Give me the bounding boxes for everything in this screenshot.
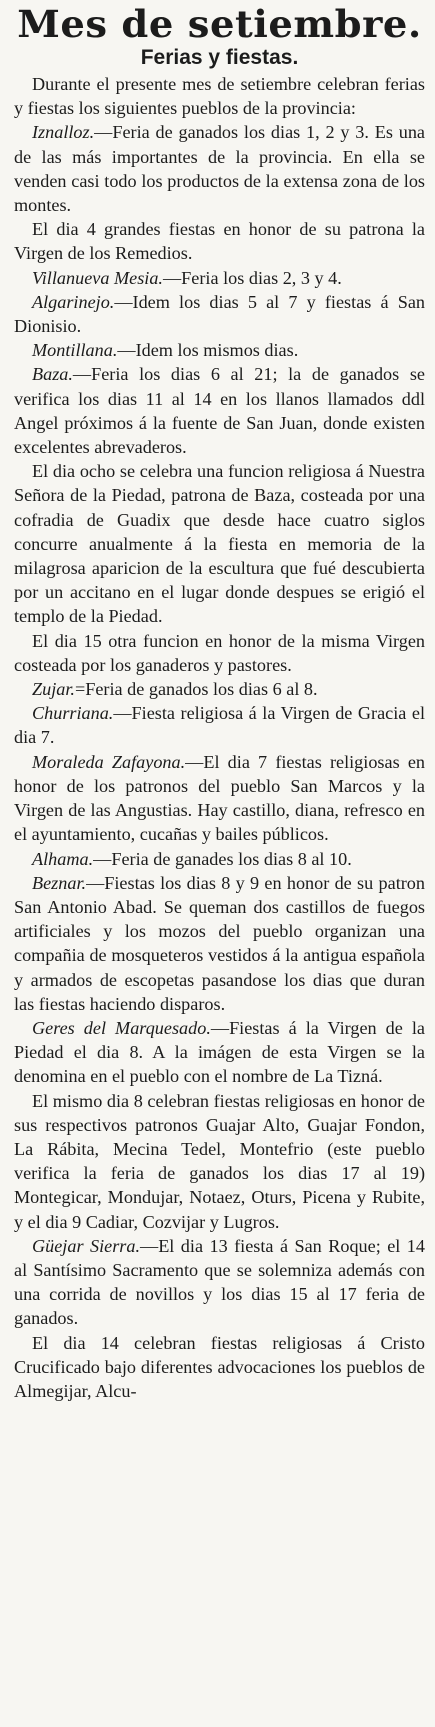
- article-body: [14, 72, 425, 1403]
- article-paragraph: [14, 72, 425, 120]
- article-paragraph: [14, 120, 425, 217]
- section-subtitle: Ferias y fiestas.: [140, 46, 299, 69]
- paragraph-text: —Feria de ganados los dias 1, 2 y 3. Es una de las más importantes de la provincia. En ella se venden casi todo los productos de la extensa zona de los montes.: [14, 122, 425, 216]
- article-paragraph: [14, 1016, 425, 1089]
- place-name: Baza.: [32, 364, 73, 385]
- paragraph-text: El dia 4 grandes fiestas en honor de su patrona la Virgen de los Remedios.: [14, 219, 425, 264]
- article-paragraph: [14, 629, 425, 677]
- place-name: Geres del Marquesado.: [32, 1017, 211, 1038]
- paragraph-text: El dia 15 otra funcion en honor de la misma Virgen costeada por los ganaderos y pastores.: [14, 630, 425, 675]
- paragraph-text: —El dia 13 fiesta á San Roque; el 14 al Santísimo Sacramento que se solemniza además con una corrida de novillos y los dias 15 al 17 feria de ganados.: [14, 1235, 425, 1329]
- paragraph-text: —Fiestas á la Virgen de la Piedad el dia 8. A la imágen de esta Virgen se la denomina en el pueblo con el nombre de La Tizná.: [14, 1017, 426, 1087]
- paragraph-text: —Feria los dias 6 al 21; la de ganados se verifica los dias 11 al 14 en los llanos llamados ddl Angel próximos á la fuente de San Juan, donde existen excelentes abrevaderos.: [14, 364, 425, 458]
- article-paragraph: [14, 217, 425, 265]
- place-name: Zujar.: [32, 679, 75, 700]
- article-paragraph: [14, 1331, 425, 1404]
- article-paragraph: [14, 1089, 425, 1234]
- place-name: Alhama.: [32, 848, 94, 869]
- article-paragraph: [14, 847, 425, 871]
- article-paragraph: [14, 677, 425, 701]
- place-name: Iznalloz.: [32, 122, 95, 143]
- place-name: Beznar.: [32, 872, 87, 893]
- place-name: Montillana.: [32, 340, 118, 361]
- paragraph-text: —Fiesta religiosa á la Virgen de Gracia el dia 7.: [14, 703, 425, 748]
- article-paragraph: [14, 459, 425, 628]
- place-name: Villanueva Mesia.: [32, 267, 163, 288]
- paragraph-text: —Feria de ganades los dias 8 al 10.: [93, 848, 352, 869]
- paragraph-text: El dia 14 celebran fiestas religiosas á Cristo Crucificado bajo diferentes advocaciones los pueblos de Almegijar, Alcu-: [14, 1332, 425, 1401]
- article-paragraph: [14, 1234, 425, 1331]
- article-paragraph: [14, 871, 425, 1016]
- paragraph-text: Durante el presente mes de setiembre celebran ferias y fiestas los siguientes pueblos de la provincia:: [14, 74, 425, 119]
- place-name: Churriana.: [32, 703, 114, 724]
- place-name: Moraleda Zafayona.: [32, 751, 186, 772]
- paragraph-text: —Fiestas los dias 8 y 9 en honor de su patron San Antonio Abad. Se queman dos castillos de fuegos artificiales y los mozos del pueblo organizan una compañia de mosqueteros vestidos á la antigua española y armados de escopetas pasandose los dias que duran las fiestas haciendo disparos.: [14, 872, 425, 1014]
- article-paragraph: [14, 362, 425, 459]
- article-paragraph: [14, 290, 425, 338]
- paragraph-text: El mismo dia 8 celebran fiestas religiosas en honor de sus respectivos patronos Guajar Alto, Guajar Fondon, La Rábita, Mecina Tedel, Montefrio (este pueblo verifica la feria de ganados los dias 17 al 19) Montegicar, Mondujar, Notaez, Oturs, Picena y Rubite, y el dia 9 Cadiar, Cozvijar y Lugros.: [14, 1090, 425, 1232]
- paragraph-text: —El dia 7 fiestas religiosas en honor de los patronos del pueblo San Marcos y la Virgen de las Angustias. Hay castillo, diana, refresco en el ayuntamiento, cucañas y bailes públicos.: [14, 751, 425, 845]
- article-paragraph: [14, 266, 425, 290]
- article-paragraph: [14, 338, 425, 362]
- paragraph-text: El dia ocho se celebra una funcion religiosa á Nuestra Señora de la Piedad, patrona de Baza, costeada por una cofradia de Guadix que desde hace cuatro siglos concurre anualmente á la fiesta en memoria de la milagrosa aparicion de la escultura que fué descubierta por un accitano en el lugar donde despues se erigió el templo de la Piedad.: [14, 461, 425, 627]
- place-name: Algarinejo.: [32, 291, 115, 312]
- paragraph-text: —Idem los dias 5 al 7 y fiestas á San Dionisio.: [14, 291, 425, 337]
- paragraph-text: —Feria los dias 2, 3 y 4.: [162, 267, 342, 288]
- paragraph-text: —Idem los mismos dias.: [117, 340, 299, 361]
- paragraph-text: =Feria de ganados los dias 6 al 8.: [74, 679, 318, 700]
- article-paragraph: [14, 701, 425, 749]
- article-paragraph: [14, 750, 425, 847]
- page-title: Mes de setiembre.: [17, 2, 422, 46]
- place-name: Güejar Sierra.: [32, 1235, 140, 1256]
